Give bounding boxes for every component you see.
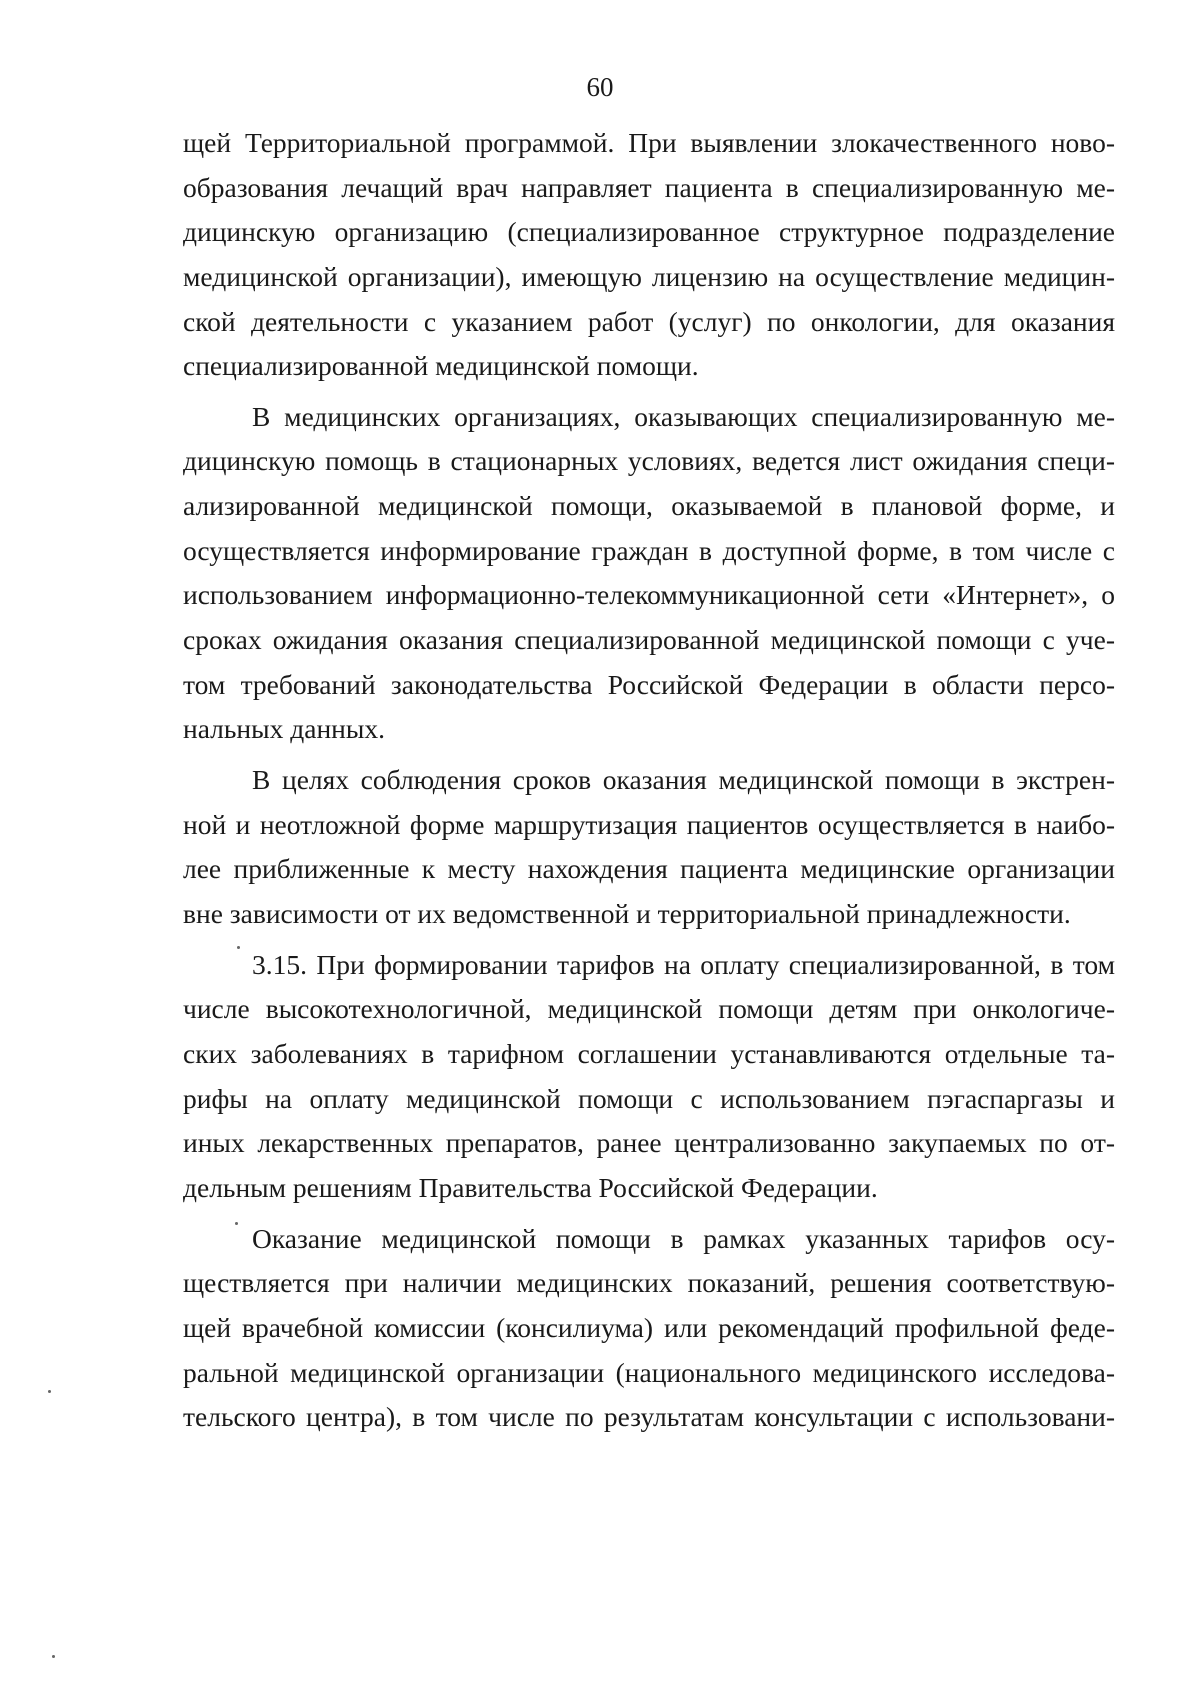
text-line: числе высокотехнологичной, медицинской помощи детям при онкологиче- bbox=[183, 993, 1115, 1024]
text-line: нальных данных. bbox=[183, 713, 385, 744]
text-line: В медицинских организациях, оказывающих специализированную ме- bbox=[252, 401, 1115, 432]
text-line: сроках ожидания оказания специализированной медицинской помощи с уче- bbox=[183, 624, 1115, 655]
scan-speck bbox=[52, 1655, 55, 1658]
text-line: рифы на оплату медицинской помощи с использованием пэгаспаргазы и bbox=[183, 1083, 1115, 1114]
text-line: дицинскую помощь в стационарных условиях, ведется лист ожидания специ- bbox=[183, 445, 1115, 476]
text-line: 3.15. При формировании тарифов на оплату специализированной, в том bbox=[252, 949, 1115, 980]
text-line: ральной медицинской организации (национального медицинского исследова- bbox=[183, 1357, 1115, 1388]
text-line: специализированной медицинской помощи. bbox=[183, 350, 699, 381]
text-line: щей Территориальной программой. При выявлении злокачественного ново- bbox=[183, 127, 1115, 158]
text-line: В целях соблюдения сроков оказания медицинской помощи в экстрен- bbox=[252, 764, 1115, 795]
text-line: тельского центра), в том числе по результатам консультации с использовани- bbox=[183, 1401, 1115, 1432]
text-line: ских заболеваниях в тарифном соглашении устанавливаются отдельные та- bbox=[183, 1038, 1115, 1069]
text-line: осуществляется информирование граждан в доступной форме, в том числе с bbox=[183, 535, 1115, 566]
text-line: использованием информационно-телекоммуникационной сети «Интернет», о bbox=[183, 579, 1115, 610]
scan-speck bbox=[235, 1222, 238, 1225]
text-line: Оказание медицинской помощи в рамках указанных тарифов осу- bbox=[252, 1223, 1115, 1254]
text-line: медицинской организации), имеющую лицензию на осуществление медицин- bbox=[183, 261, 1115, 292]
text-line: ской деятельности с указанием работ (услуг) по онкологии, для оказания bbox=[183, 306, 1115, 337]
text-line: вне зависимости от их ведомственной и территориальной принадлежности. bbox=[183, 898, 1071, 929]
text-line: лее приближенные к месту нахождения пациента медицинские организации bbox=[183, 853, 1115, 884]
text-line: щей врачебной комиссии (консилиума) или рекомендаций профильной феде- bbox=[183, 1312, 1115, 1343]
page-number: 60 bbox=[586, 72, 614, 102]
text-line: ной и неотложной форме маршрутизация пациентов осуществляется в наибо- bbox=[183, 809, 1115, 840]
text-line: дицинскую организацию (специализированное структурное подразделение bbox=[183, 216, 1115, 247]
scan-speck bbox=[237, 946, 240, 949]
text-line: иных лекарственных препаратов, ранее централизованно закупаемых по от- bbox=[183, 1127, 1115, 1158]
text-line: дельным решениям Правительства Российской Федерации. bbox=[183, 1172, 878, 1203]
text-line: образования лечащий врач направляет пациента в специализированную ме- bbox=[183, 172, 1115, 203]
scan-speck bbox=[48, 1390, 51, 1393]
text-line: ществляется при наличии медицинских показаний, решения соответствую- bbox=[183, 1267, 1115, 1298]
text-line: ализированной медицинской помощи, оказываемой в плановой форме, и bbox=[183, 490, 1115, 521]
text-line: том требований законодательства Российской Федерации в области персо- bbox=[183, 669, 1115, 700]
